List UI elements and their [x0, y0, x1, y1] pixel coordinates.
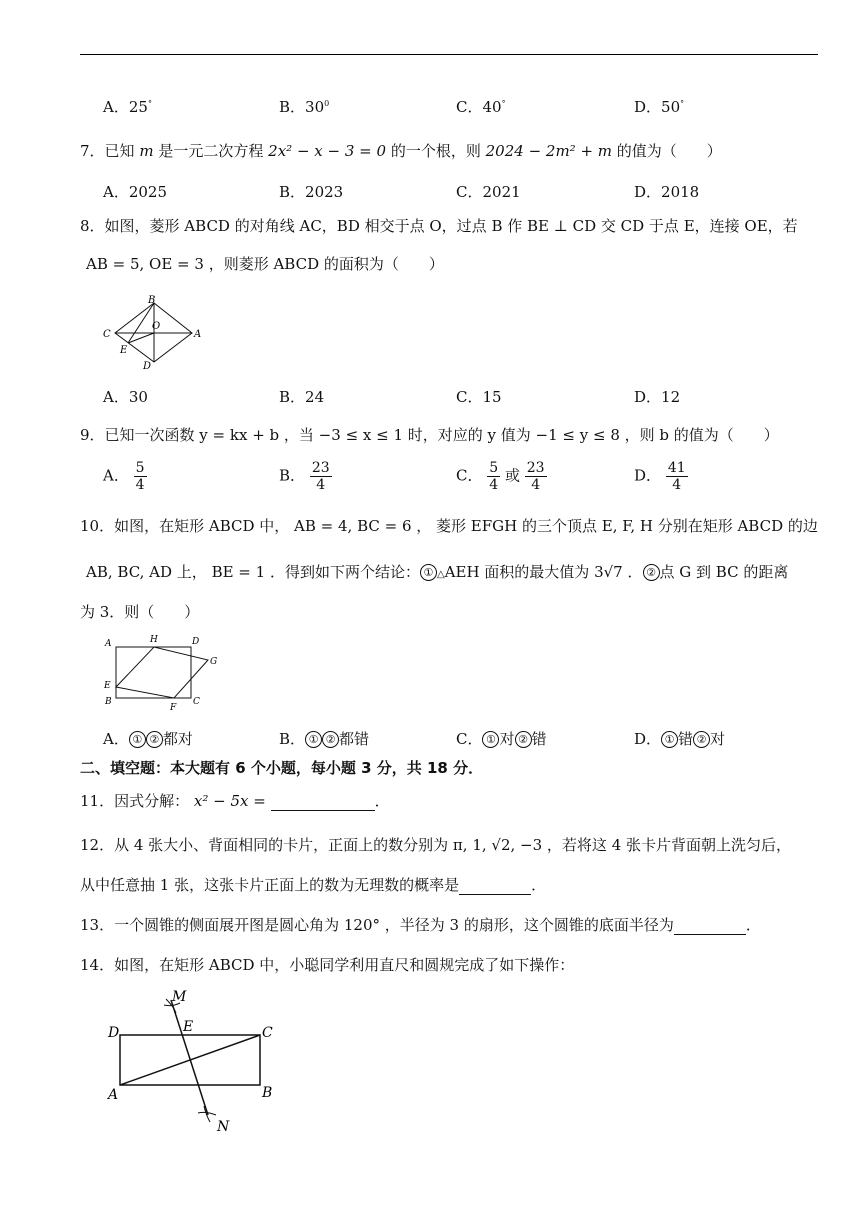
label-f: F — [170, 703, 177, 710]
label-n: N — [217, 1119, 230, 1135]
q9-option-c: C． $\frac{5}{4}$ 或 $\frac{23}{4}$ — [456, 460, 545, 493]
segment-oe — [128, 333, 154, 343]
rhombus-figure — [98, 292, 208, 372]
label-g: G — [210, 657, 218, 667]
q10-option-c: C． ① 对 ② 错 — [456, 730, 547, 748]
answer-blank[interactable] — [459, 878, 531, 895]
q10-option-b: B． ① ② 都错 — [279, 730, 370, 748]
label-e: E — [104, 681, 111, 691]
label-h: H — [150, 635, 158, 645]
header-rule — [80, 54, 818, 55]
label-b: B — [262, 1085, 273, 1101]
label-a: A — [105, 639, 112, 649]
rhombus-efgh — [116, 647, 208, 698]
question-12-line-2: 从中任意抽 1 张，这张卡片正面上的数为无理数的概率是 ． — [80, 876, 547, 894]
question-10-line-3: 为 3．则（ ） — [80, 603, 200, 621]
q6-option-b: B．$30^0$ — [279, 98, 330, 116]
fraction: $\frac{23}{4}$ — [311, 460, 330, 493]
label-d: D — [108, 1025, 120, 1041]
label-e: E — [120, 345, 128, 356]
q10-option-d: D． ① 错 ② 对 — [634, 730, 726, 748]
q8-option-a: A．30 — [103, 388, 148, 406]
q9-option-d: D． $\frac{41}{4}$ — [634, 460, 686, 493]
q6-option-c: C．40° — [456, 98, 506, 116]
question-12-line-1: 12．从 4 张大小、背面相同的卡片，正面上的数分别为 π, 1, √2, −3 ，若将这 4 张卡片背面朝上洗匀后， — [80, 836, 792, 854]
section-heading-fill-in: 二、填空题：本大题有 6 个小题，每小题 3 分，共 18 分． — [80, 759, 484, 777]
label-b: B — [105, 697, 112, 707]
label-d: D — [192, 637, 200, 647]
segment-be — [128, 303, 154, 343]
question-14: 14．如图，在矩形 ABCD 中，小聪同学利用直尺和圆规完成了如下操作： — [80, 956, 575, 974]
question-11: 11．因式分解： x² − 5x = ． — [80, 792, 390, 810]
label-m: M — [172, 989, 187, 1005]
question-10-line-2: AB, BC, AD 上， BE = 1 ．得到如下两个结论： ① △AEH 面积的最大值为 3√7 ． ② 点 G 到 BC 的距离 — [86, 563, 789, 581]
question-7-stem: 7．已知 m 是一元二次方程 2x² − x − 3 = 0 的一个根，则 2024 − 2m² + m 的值为（ ） — [80, 142, 722, 160]
rectangle-abcd — [116, 647, 191, 698]
label-b: B — [148, 295, 156, 306]
perpendicular-bisector-mn — [171, 1000, 208, 1115]
q7-option-c: C．2021 — [456, 183, 521, 201]
question-9-stem: 9．已知一次函数 y = kx + b ，当 −3 ≤ x ≤ 1 时，对应的 y 值为 −1 ≤ y ≤ 8 ，则 b 的值为（ ） — [80, 426, 779, 444]
fraction: $\frac{5}{4}$ — [135, 460, 145, 493]
rectangle-rhombus-figure — [100, 630, 225, 710]
question-10-line-1: 10．如图，在矩形 ABCD 中， AB = 4, BC = 6 ， 菱形 EFGH 的三个顶点 E, F, H 分别在矩形 ABCD 的边 — [80, 517, 818, 535]
answer-blank[interactable] — [674, 918, 746, 935]
circled-two: ② — [643, 564, 660, 581]
question-8-line-1: 8．如图，菱形 ABCD 的对角线 AC，BD 相交于点 O，过点 B 作 BE ⊥ CD 交 CD 于点 E，连接 OE，若 — [80, 217, 798, 235]
rectangle-construction-figure — [100, 985, 290, 1135]
label-a: A — [194, 329, 202, 340]
question-13: 13．一个圆锥的侧面展开图是圆心角为 120° ，半径为 3 的扇形，这个圆锥的底面半径为 ． — [80, 916, 761, 934]
q9-option-a: A． $\frac{5}{4}$ — [103, 460, 145, 493]
answer-blank[interactable] — [271, 794, 375, 811]
label-a: A — [108, 1087, 119, 1103]
label-c: C — [193, 697, 200, 707]
q6-option-d: D．50° — [634, 98, 685, 116]
q7-option-a: A．2025 — [103, 183, 168, 201]
label-c: C — [103, 329, 111, 340]
label-d: D — [143, 361, 152, 372]
q8-option-c: C．15 — [456, 388, 502, 406]
q8-option-d: D．12 — [634, 388, 681, 406]
fraction: $\frac{41}{4}$ — [667, 460, 686, 493]
question-8-line-2: AB = 5, OE = 3 ，则菱形 ABCD 的面积为（ ） — [86, 255, 444, 273]
label-c: C — [262, 1025, 273, 1041]
q7-option-b: B．2023 — [279, 183, 344, 201]
q9-option-b: B． $\frac{23}{4}$ — [279, 460, 330, 493]
label-e: E — [183, 1019, 194, 1035]
q7-option-d: D．2018 — [634, 183, 700, 201]
circled-one: ① — [420, 564, 437, 581]
label-o: O — [152, 321, 161, 332]
q8-option-b: B．24 — [279, 388, 325, 406]
fraction: $\frac{23}{4}$ — [526, 460, 545, 493]
fraction: $\frac{5}{4}$ — [489, 460, 499, 493]
q10-option-a: A． ① ② 都对 — [103, 730, 193, 748]
q6-option-a: A．25° — [103, 98, 152, 116]
